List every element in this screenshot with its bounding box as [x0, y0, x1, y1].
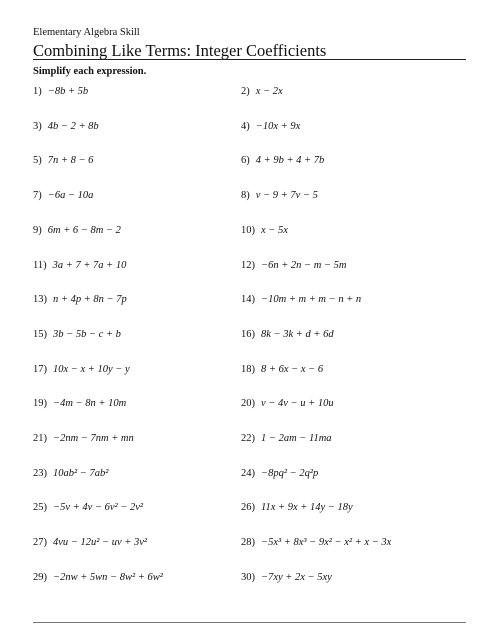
worksheet-title: Combining Like Terms: Integer Coefficients: [33, 41, 327, 60]
problem-expression: v − 9 + 7v − 5: [255, 190, 318, 202]
problem-number: 29): [33, 571, 47, 583]
problem-item: [33, 225, 121, 236]
problem-number: 15): [33, 328, 47, 340]
problem-number: 10): [241, 224, 255, 236]
problem-number: 8): [241, 190, 250, 202]
problem-item: [241, 86, 283, 97]
problem-number: 16): [241, 328, 255, 340]
problem-expression: −5x³ + 8x³ − 9x² − x² + x − 3x: [261, 537, 392, 549]
problem-expression: 4 + 9b + 4 + 7b: [255, 155, 325, 167]
problem-number: 13): [33, 294, 47, 306]
problem-number: 28): [241, 537, 255, 549]
problem-item: [241, 433, 332, 444]
problem-number: 23): [33, 467, 47, 479]
problem-item: [241, 502, 353, 513]
problem-number: 22): [241, 433, 255, 444]
problem-item: [241, 121, 300, 132]
problem-expression: −4m − 8n + 10m: [53, 398, 127, 410]
problem-number: 20): [241, 398, 255, 410]
problem-item: [241, 468, 318, 479]
problem-number: 7): [33, 190, 42, 202]
problem-item: [241, 260, 347, 271]
instructions: Simplify each expression.: [33, 66, 147, 77]
problem-number: 30): [241, 571, 255, 583]
problem-number: 18): [241, 363, 255, 375]
problem-number: 14): [241, 294, 255, 306]
problem-expression: v − 4v − u + 10u: [261, 398, 334, 410]
problem-expression: −2nm − 7nm + mn: [53, 433, 134, 444]
problem-number: 6): [241, 155, 250, 167]
problem-number: 17): [33, 363, 47, 375]
problem-item: [33, 433, 134, 444]
problem-number: 4): [241, 120, 250, 132]
problem-item: [33, 572, 163, 583]
problem-expression: −8pq² − 2q²p: [261, 467, 319, 479]
problem-number: 3): [33, 120, 42, 132]
problem-expression: 8 + 6x − x − 6: [261, 363, 324, 375]
problem-number: 9): [33, 224, 42, 236]
problem-item: [33, 86, 88, 97]
problem-number: 19): [33, 398, 47, 410]
problem-item: [241, 294, 361, 305]
problem-expression: 10ab² − 7ab²: [53, 467, 109, 479]
problem-number: 24): [241, 467, 255, 479]
problem-expression: 11x + 9x + 14y − 18y: [261, 502, 353, 514]
problem-number: 12): [241, 259, 255, 271]
problem-expression: 3b − 5b − c + b: [53, 328, 121, 340]
problem-expression: −2nw + 5wn − 8w² + 6w²: [53, 571, 163, 583]
problem-number: 25): [33, 502, 47, 514]
problem-expression: n + 4p + 8n − 7p: [53, 294, 127, 306]
problem-expression: −10x + 9x: [255, 120, 301, 132]
title-divider: [33, 59, 466, 60]
problem-number: 11): [33, 259, 47, 271]
problem-item: [241, 190, 318, 201]
problem-expression: −7xy + 2x − 5xy: [261, 571, 332, 583]
problem-item: [241, 537, 391, 548]
problem-item: [33, 502, 143, 513]
problem-expression: 4vu − 12u² − uv + 3v²: [53, 537, 148, 549]
problem-number: 27): [33, 537, 47, 549]
problem-expression: x − 2x: [255, 86, 283, 97]
problem-item: [33, 364, 130, 375]
problem-expression: 4b − 2 + 8b: [47, 120, 99, 132]
problem-expression: 7n + 8 − 6: [47, 155, 94, 167]
problem-item: [33, 121, 99, 132]
problem-expression: −5v + 4v − 6v² − 2v²: [53, 502, 144, 514]
problem-item: [241, 572, 332, 583]
problem-item: [33, 329, 121, 340]
problem-expression: x − 5x: [261, 224, 288, 236]
problem-expression: 6m + 6 − 8m − 2: [47, 224, 121, 236]
problem-number: 21): [33, 433, 47, 444]
problem-item: [241, 329, 334, 340]
problem-number: 1): [33, 86, 42, 97]
problem-item: [33, 155, 93, 166]
problem-item: [241, 155, 324, 166]
problem-expression: −6a − 10a: [47, 190, 94, 202]
problem-item: [33, 190, 93, 201]
problem-expression: −8b + 5b: [47, 86, 89, 97]
problem-item: [241, 364, 323, 375]
problem-item: [33, 537, 147, 548]
problem-expression: −6n + 2n − m − 5m: [261, 259, 347, 271]
problem-expression: 8k − 3k + d + 6d: [261, 328, 334, 340]
problem-expression: 10x − x + 10y − y: [53, 363, 130, 375]
problem-expression: −10m + m + m − n + n: [261, 294, 362, 306]
problem-number: 2): [241, 86, 250, 97]
problem-item: [33, 260, 126, 271]
problem-expression: 1 − 2am − 11ma: [261, 433, 332, 444]
problem-expression: 3a + 7 + 7a + 10: [52, 259, 127, 271]
problem-item: [33, 398, 126, 409]
problem-item: [241, 398, 334, 409]
worksheet-subject: Elementary Algebra Skill: [33, 27, 140, 38]
problem-item: [33, 294, 127, 305]
problem-number: 26): [241, 502, 255, 514]
problem-number: 5): [33, 155, 42, 167]
problem-item: [241, 225, 288, 236]
footer-divider: [33, 622, 466, 623]
problem-item: [33, 468, 108, 479]
